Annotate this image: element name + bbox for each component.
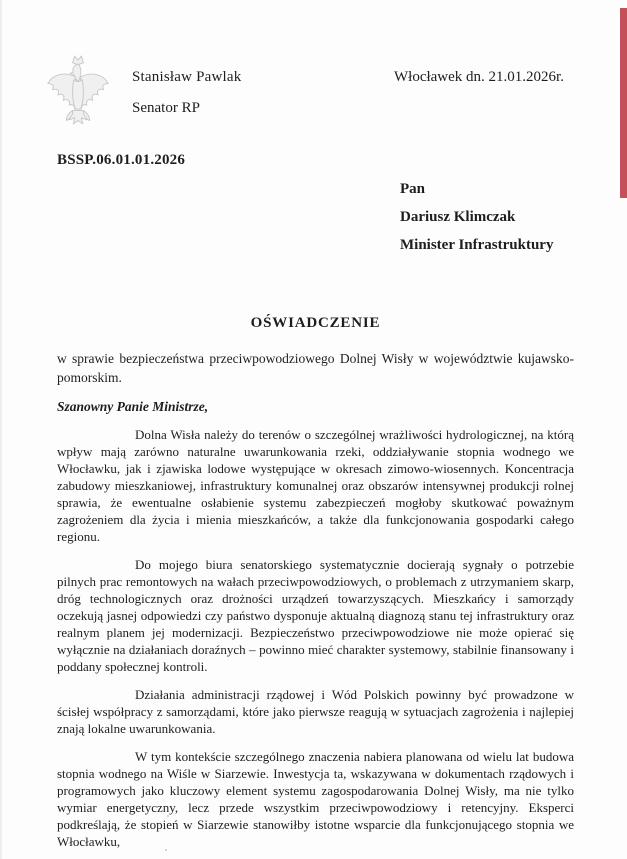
- scan-speck: [167, 815, 169, 817]
- letter-paragraph: Dolna Wisła należy do terenów o szczególnej wrażliwości hydrologicznej, na którą wpływ mają zarówno naturalne uwarunkowania rzeki, oddziaływanie stopnia wodnego we Włocławku, jak i zjawiska lodowe występujące w okresach zimowo-wiosennych. Koncentracja zabudowy mieszkaniowej, infrastruktury komunalnej oraz obszarów intensywnej produkcji rolnej sprawia, że ewentualne osłabienie systemu zabezpieczeń mogłoby skutkować poważnym zagrożeniem dla życia i mienia mieszkańców, a także dla funkcjonowania gospodarki całego regionu.: [57, 427, 574, 544]
- recipient-block: [400, 181, 553, 265]
- scan-speck: [165, 849, 167, 851]
- sender-title: Senator RP: [132, 100, 200, 116]
- letter-paragraphs: [57, 426, 574, 850]
- document-greeting: Szanowny Panie Ministrze,: [57, 399, 209, 414]
- reference-number: BSSP.06.01.01.2026: [57, 152, 186, 168]
- recipient-salutation: Pan: [400, 181, 426, 197]
- accent-stripe: [620, 8, 627, 198]
- recipient-name: Dariusz Klimczak: [400, 209, 516, 225]
- sender-name: Stanisław Pawlak: [132, 69, 242, 85]
- letter-body: [57, 315, 574, 850]
- document-subject: w sprawie bezpieczeństwa przeciwpowodziowego Dolnej Wisły w województwie kujawsko-pomorskim.: [57, 351, 574, 385]
- place-and-date: Włocławek dn. 21.01.2026r.: [394, 69, 564, 85]
- letter-paragraph: Do mojego biura senatorskiego systematycznie docierają sygnały o potrzebie pilnych prac remontowych na wałach przeciwpowodziowych, o problemach z utrzymaniem skarp, dróg technologicznych oraz drożności urządzeń towarzyszących. Mieszkańcy i samorządy oczekują jasnej odpowiedzi czy państwo dysponuje aktualną diagnozą stanu tej infrastruktury oraz realnym planem jej modernizacji. Bezpieczeństwo przeciwpowodziowe nie może opierać się wyłącznie na działaniach doraźnych – powinno mieć charakter systemowy, stabilnie finansowany i poddany społecznej kontroli.: [57, 557, 574, 674]
- polish-eagle-emblem-icon: [44, 54, 112, 138]
- letter-paragraph: W tym kontekście szczególnego znaczenia nabiera planowana od wielu lat budowa stopnia wodnego na Wiśle w Siarzewie. Inwestycja ta, wskazywana w dokumentach rządowych i programowych jako kluczowy element systemu zagospodarowania Dolnej Wisły, ma nie tylko wymiar energetyczny, lecz przede wszystkim przeciwpowodziowy i retencyjny. Eksperci podkreślają, że stopień w Siarzewie stanowiłby istotne wsparcie dla funkcjonującego stopnia we Włocławku,: [57, 749, 574, 849]
- document-title: OŚWIADCZENIE: [250, 315, 381, 331]
- letter-paragraph: Działania administracji rządowej i Wód Polskich powinny być prowadzone w ścisłej współpracy z samorządami, które jako pierwsze reagują w sytuacjach zagrożenia i najlepiej znają lokalne uwarunkowania.: [57, 687, 574, 736]
- recipient-position: Minister Infrastruktury: [400, 237, 554, 253]
